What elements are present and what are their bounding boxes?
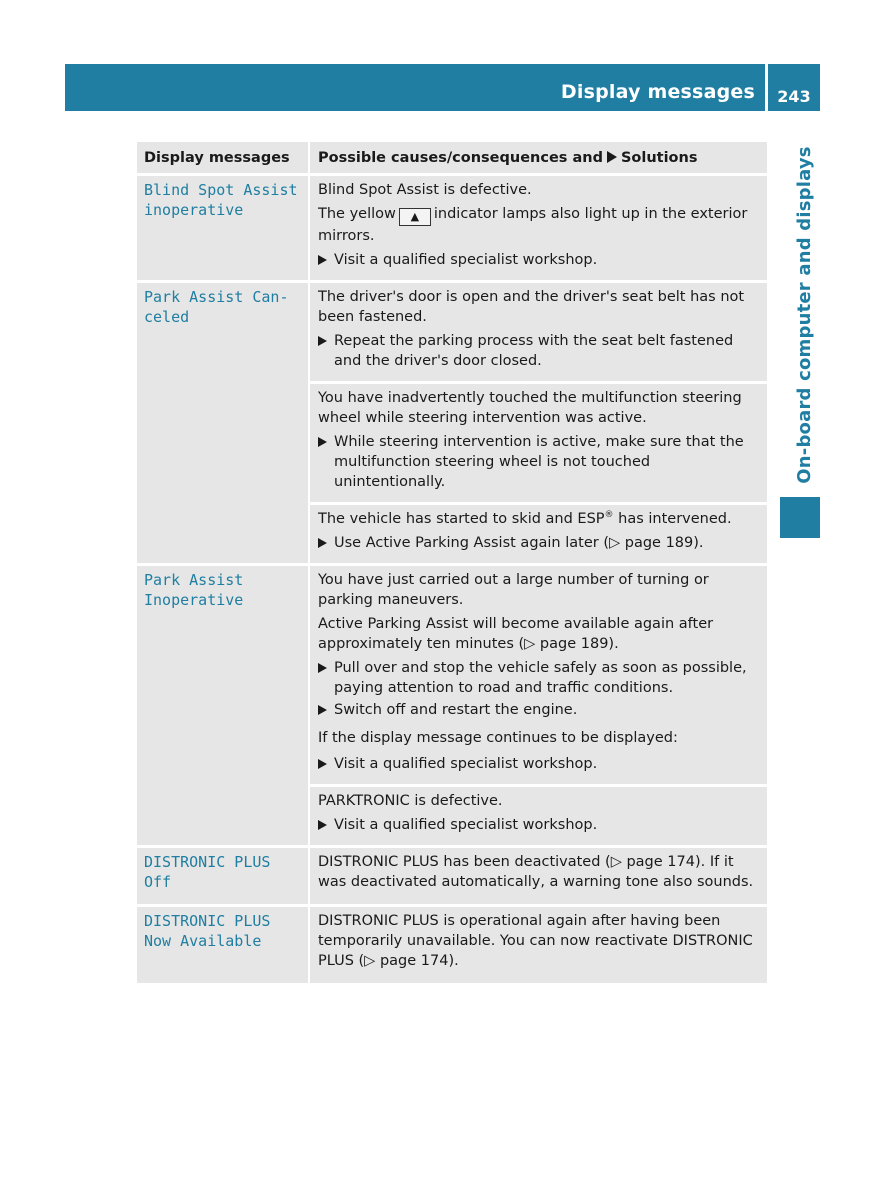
table-row	[137, 905, 767, 984]
cause-text: Blind Spot Assist is defective.	[318, 181, 532, 198]
cause-text-part: indicator lamps also light up in the exterior mirrors.	[318, 205, 748, 244]
cause-text-part: has intervened.	[613, 510, 732, 527]
message-description	[309, 905, 767, 984]
cause-text: You have just carried out a large number of turning or parking maneuvers.	[318, 571, 709, 608]
chapter-side-tab	[768, 140, 820, 490]
message-code: Park Assist Canceled	[137, 281, 309, 564]
table-row	[137, 174, 767, 281]
cause-text: DISTRONIC PLUS is operational again after having been temporarily unavailable. You can now reactivate DISTRONIC PLUS (▷ page 174).	[318, 912, 753, 969]
message-description	[309, 785, 767, 846]
solution-step: Visit a qualified specialist workshop.	[318, 815, 761, 835]
solution-step: While steering intervention is active, make sure that the multifunction steering wheel is not touched unintentionally.	[318, 432, 761, 492]
registered-mark: ®	[604, 509, 614, 520]
column-header-messages: Display messages	[137, 142, 309, 174]
cause-text: Active Parking Assist will become available again after approximately ten minutes (▷ page 189).	[318, 615, 714, 652]
cause-text: If the display message continues to be displayed:	[318, 729, 678, 746]
chapter-marker-block	[780, 497, 820, 538]
cause-text-part: The yellow	[318, 205, 396, 222]
message-code: DISTRONIC PLUS Now Available	[137, 905, 309, 984]
solution-step: Visit a qualified specialist workshop.	[318, 754, 761, 774]
message-code: Park Assist Inoperative	[137, 564, 309, 846]
cause-text: DISTRONIC PLUS has been deactivated (▷ page 174). If it was deactivated automatically, a warning tone also sounds.	[318, 853, 754, 890]
chapter-label: On-board computer and displays	[793, 146, 815, 484]
page-number-box	[768, 64, 820, 111]
message-description	[309, 382, 767, 503]
message-description	[309, 174, 767, 281]
header-bar	[65, 64, 765, 111]
cause-text: PARKTRONIC is defective.	[318, 792, 503, 809]
solution-step: Repeat the parking process with the seat belt fastened and the driver's door closed.	[318, 331, 761, 371]
column-header-solutions-text: Solutions	[620, 150, 698, 166]
message-description	[309, 846, 767, 905]
solution-step: Use Active Parking Assist again later (▷ page 189).	[318, 533, 761, 553]
message-description	[309, 281, 767, 382]
cause-text: You have inadvertently touched the multifunction steering wheel while steering intervention was active.	[318, 389, 742, 426]
solution-step: Switch off and restart the engine.	[318, 700, 761, 720]
message-description	[309, 503, 767, 564]
message-code: Blind Spot Assist inoperative	[137, 174, 309, 281]
display-messages-table	[137, 142, 767, 986]
warning-lamp-icon: ▲	[399, 208, 431, 226]
page-title: Display messages	[560, 81, 755, 103]
column-header-causes-text: Possible causes/consequences and	[318, 150, 603, 166]
message-code: DISTRONIC PLUS Off	[137, 846, 309, 905]
message-description	[309, 564, 767, 785]
table-row	[137, 281, 767, 382]
cause-text: The driver's door is open and the driver's seat belt has not been fastened.	[318, 288, 745, 325]
page-number: 243	[777, 87, 811, 106]
column-header-causes	[309, 142, 767, 174]
step-arrow-icon	[607, 151, 617, 163]
cause-text	[318, 509, 761, 529]
table-header-row	[137, 142, 767, 174]
cause-text	[318, 204, 761, 246]
table-row	[137, 846, 767, 905]
solution-step: Pull over and stop the vehicle safely as soon as possible, paying attention to road and traffic conditions.	[318, 658, 761, 698]
solution-step: Visit a qualified specialist workshop.	[318, 250, 761, 270]
table-row	[137, 564, 767, 785]
cause-text-part: The vehicle has started to skid and ESP	[318, 510, 605, 527]
